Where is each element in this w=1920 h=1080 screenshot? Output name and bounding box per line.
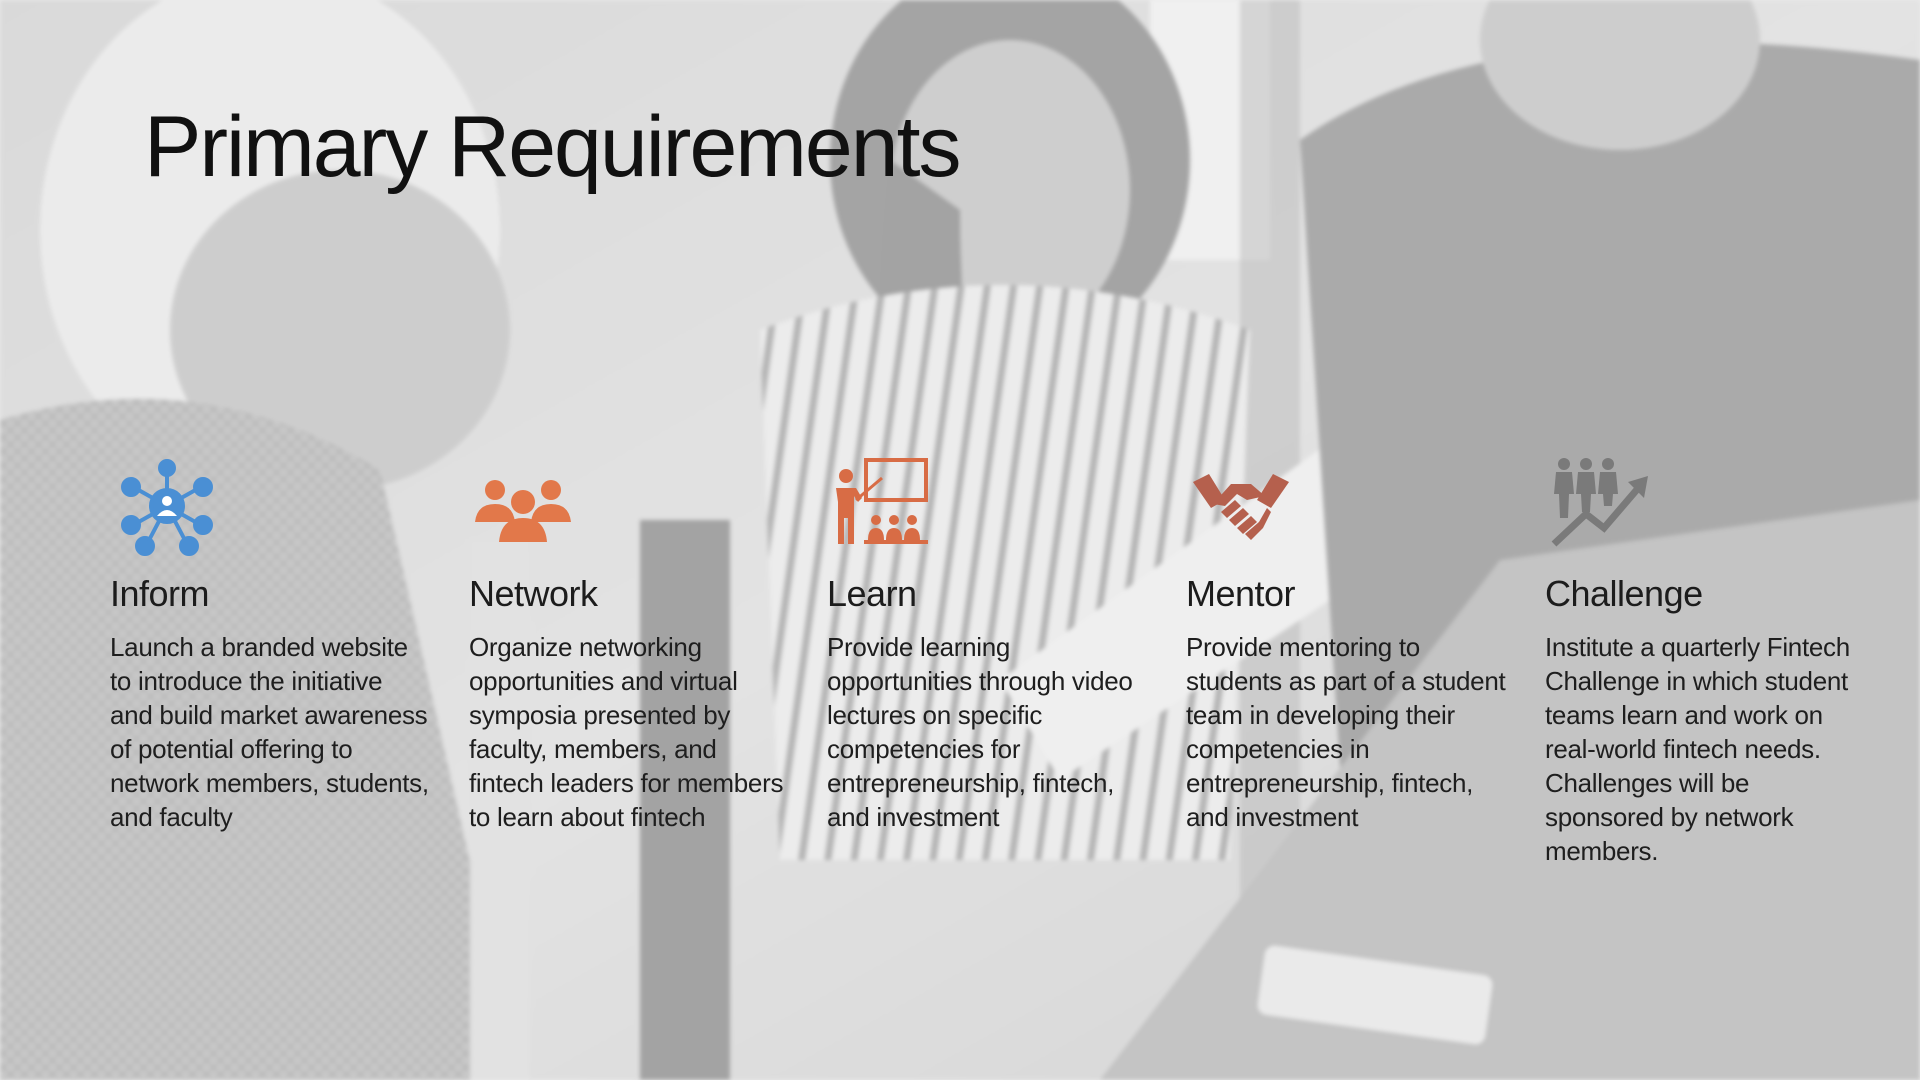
team-growth-arrow-icon [1550, 456, 1650, 556]
slide-title: Primary Requirements [144, 99, 960, 195]
network-description: Organize networking opportunities and virtual symposia presented by faculty, members, and fintech leaders for members to learn about fintech [469, 632, 784, 832]
group-people-icon [473, 456, 573, 556]
inform-heading: Inform [110, 573, 210, 614]
inform-description: Launch a branded website to introduce the initiative and build market awareness of potential offering to network members, students, and faculty [110, 632, 429, 832]
challenge-description: Institute a quarterly Fintech Challenge in which student teams learn and work on real-world fintech needs. Challenges will be sponsored by network members. [1545, 632, 1850, 866]
mentor-heading: Mentor [1186, 573, 1296, 614]
handshake-icon [1191, 456, 1291, 556]
network-graph-icon [117, 456, 217, 556]
network-heading: Network [469, 573, 598, 614]
mentor-description: Provide mentoring to students as part of a student team in developing their competencies in entrepreneurship, fintech, and investment [1186, 632, 1506, 832]
learn-heading: Learn [827, 573, 917, 614]
challenge-heading: Challenge [1545, 573, 1703, 614]
presentation-teacher-icon [832, 456, 932, 556]
learn-description: Provide learning opportunities through video lectures on specific competencies for entrepreneurship, fintech, and investment [827, 632, 1133, 832]
